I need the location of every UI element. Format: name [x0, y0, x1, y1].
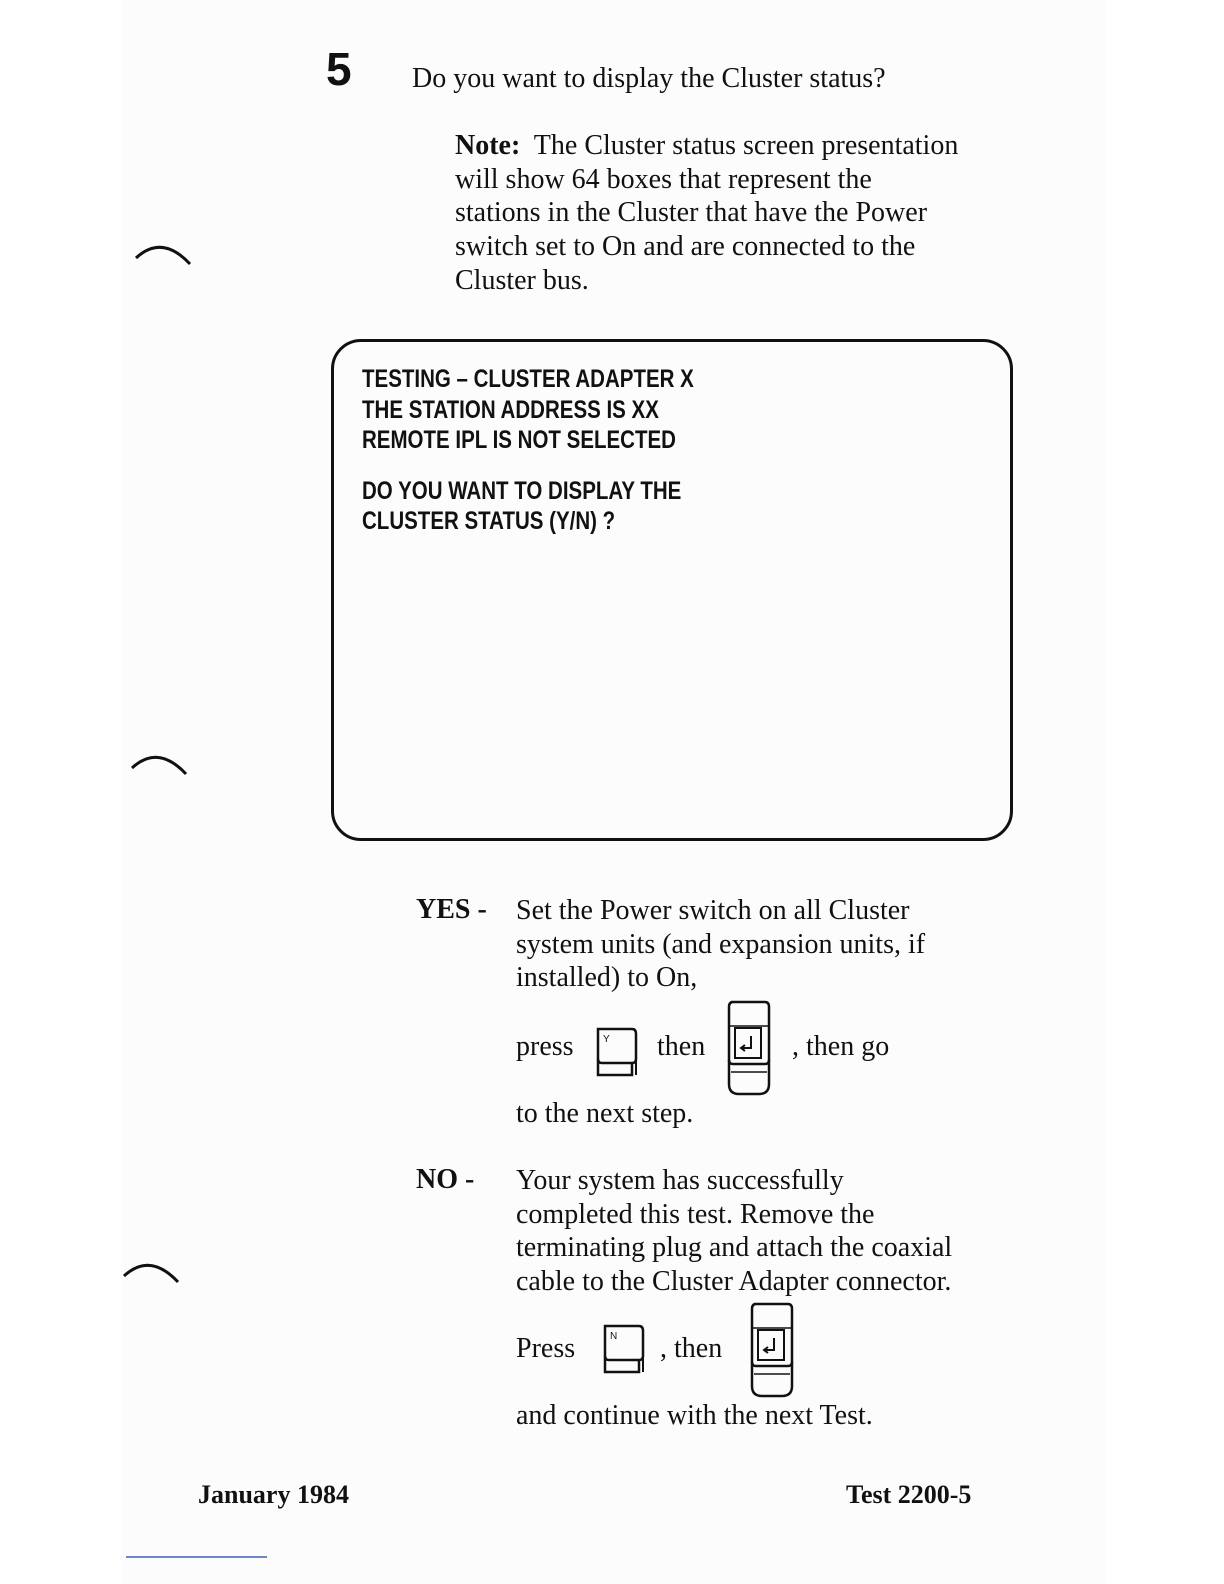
no-continue-text: and continue with the next Test.: [516, 1400, 873, 1431]
y-key-icon: [594, 1025, 640, 1079]
note-block: [455, 129, 1025, 298]
yes-press-text: press: [516, 1031, 574, 1062]
yes-instructions: [516, 894, 925, 995]
note-line-4: switch set to On and are connected to the: [455, 231, 916, 263]
yes-line-3: installed) to On,: [516, 962, 698, 994]
note-line-1: The Cluster status screen presentation: [533, 130, 959, 161]
no-line-3: terminating plug and attach the coaxial: [516, 1232, 953, 1264]
no-then-text: , then: [660, 1333, 723, 1364]
screen-prompt-line-2: CLUSTER STATUS (Y/N) ?: [362, 507, 616, 535]
screen-text: [362, 364, 694, 537]
y-key-glyph: Y: [603, 1034, 610, 1045]
no-press-text: Press: [516, 1333, 576, 1364]
n-key-icon: [601, 1322, 647, 1376]
screen-line-station-address: THE STATION ADDRESS IS XX: [362, 395, 659, 424]
binder-mark-icon: [130, 748, 192, 778]
yes-then-go-text: , then go: [792, 1031, 890, 1062]
screen-prompt-line-1: DO YOU WANT TO DISPLAY THE: [362, 476, 682, 505]
no-line-2: completed this test. Remove the: [516, 1198, 875, 1230]
step-number: 5: [326, 43, 352, 95]
no-instructions: [516, 1164, 952, 1298]
note-line-2: will show 64 boxes that represent the: [455, 163, 872, 195]
binder-mark-icon: [122, 1256, 184, 1286]
no-label: NO -: [416, 1164, 475, 1195]
yes-then-text: then: [657, 1031, 706, 1062]
footer-page-id: Test 2200-5: [846, 1480, 972, 1509]
no-line-4: cable to the Cluster Adapter connector.: [516, 1265, 952, 1297]
yes-line-2: system units (and expansion units, if: [516, 928, 926, 960]
screen-line-testing: TESTING – CLUSTER ADAPTER X: [362, 365, 694, 393]
n-key-glyph: N: [610, 1331, 618, 1342]
binder-mark-icon: [134, 238, 196, 268]
yes-next-step-text: to the next step.: [516, 1098, 694, 1129]
step-question: Do you want to display the Cluster status?: [412, 63, 886, 94]
enter-key-icon: [725, 998, 773, 1100]
note-label: Note:: [455, 130, 521, 161]
screen-line-remote-ipl: REMOTE IPL IS NOT SELECTED: [362, 426, 676, 454]
yes-label: YES -: [416, 894, 487, 925]
yes-line-1: Set the Power switch on all Cluster: [516, 895, 910, 926]
enter-key-icon: [748, 1300, 796, 1402]
note-line-3: stations in the Cluster that have the Power: [455, 197, 928, 229]
footer-date: January 1984: [198, 1480, 349, 1509]
footer-rule: [126, 1556, 267, 1558]
no-line-1: Your system has successfully: [516, 1165, 844, 1196]
note-line-5: Cluster bus.: [455, 264, 589, 296]
